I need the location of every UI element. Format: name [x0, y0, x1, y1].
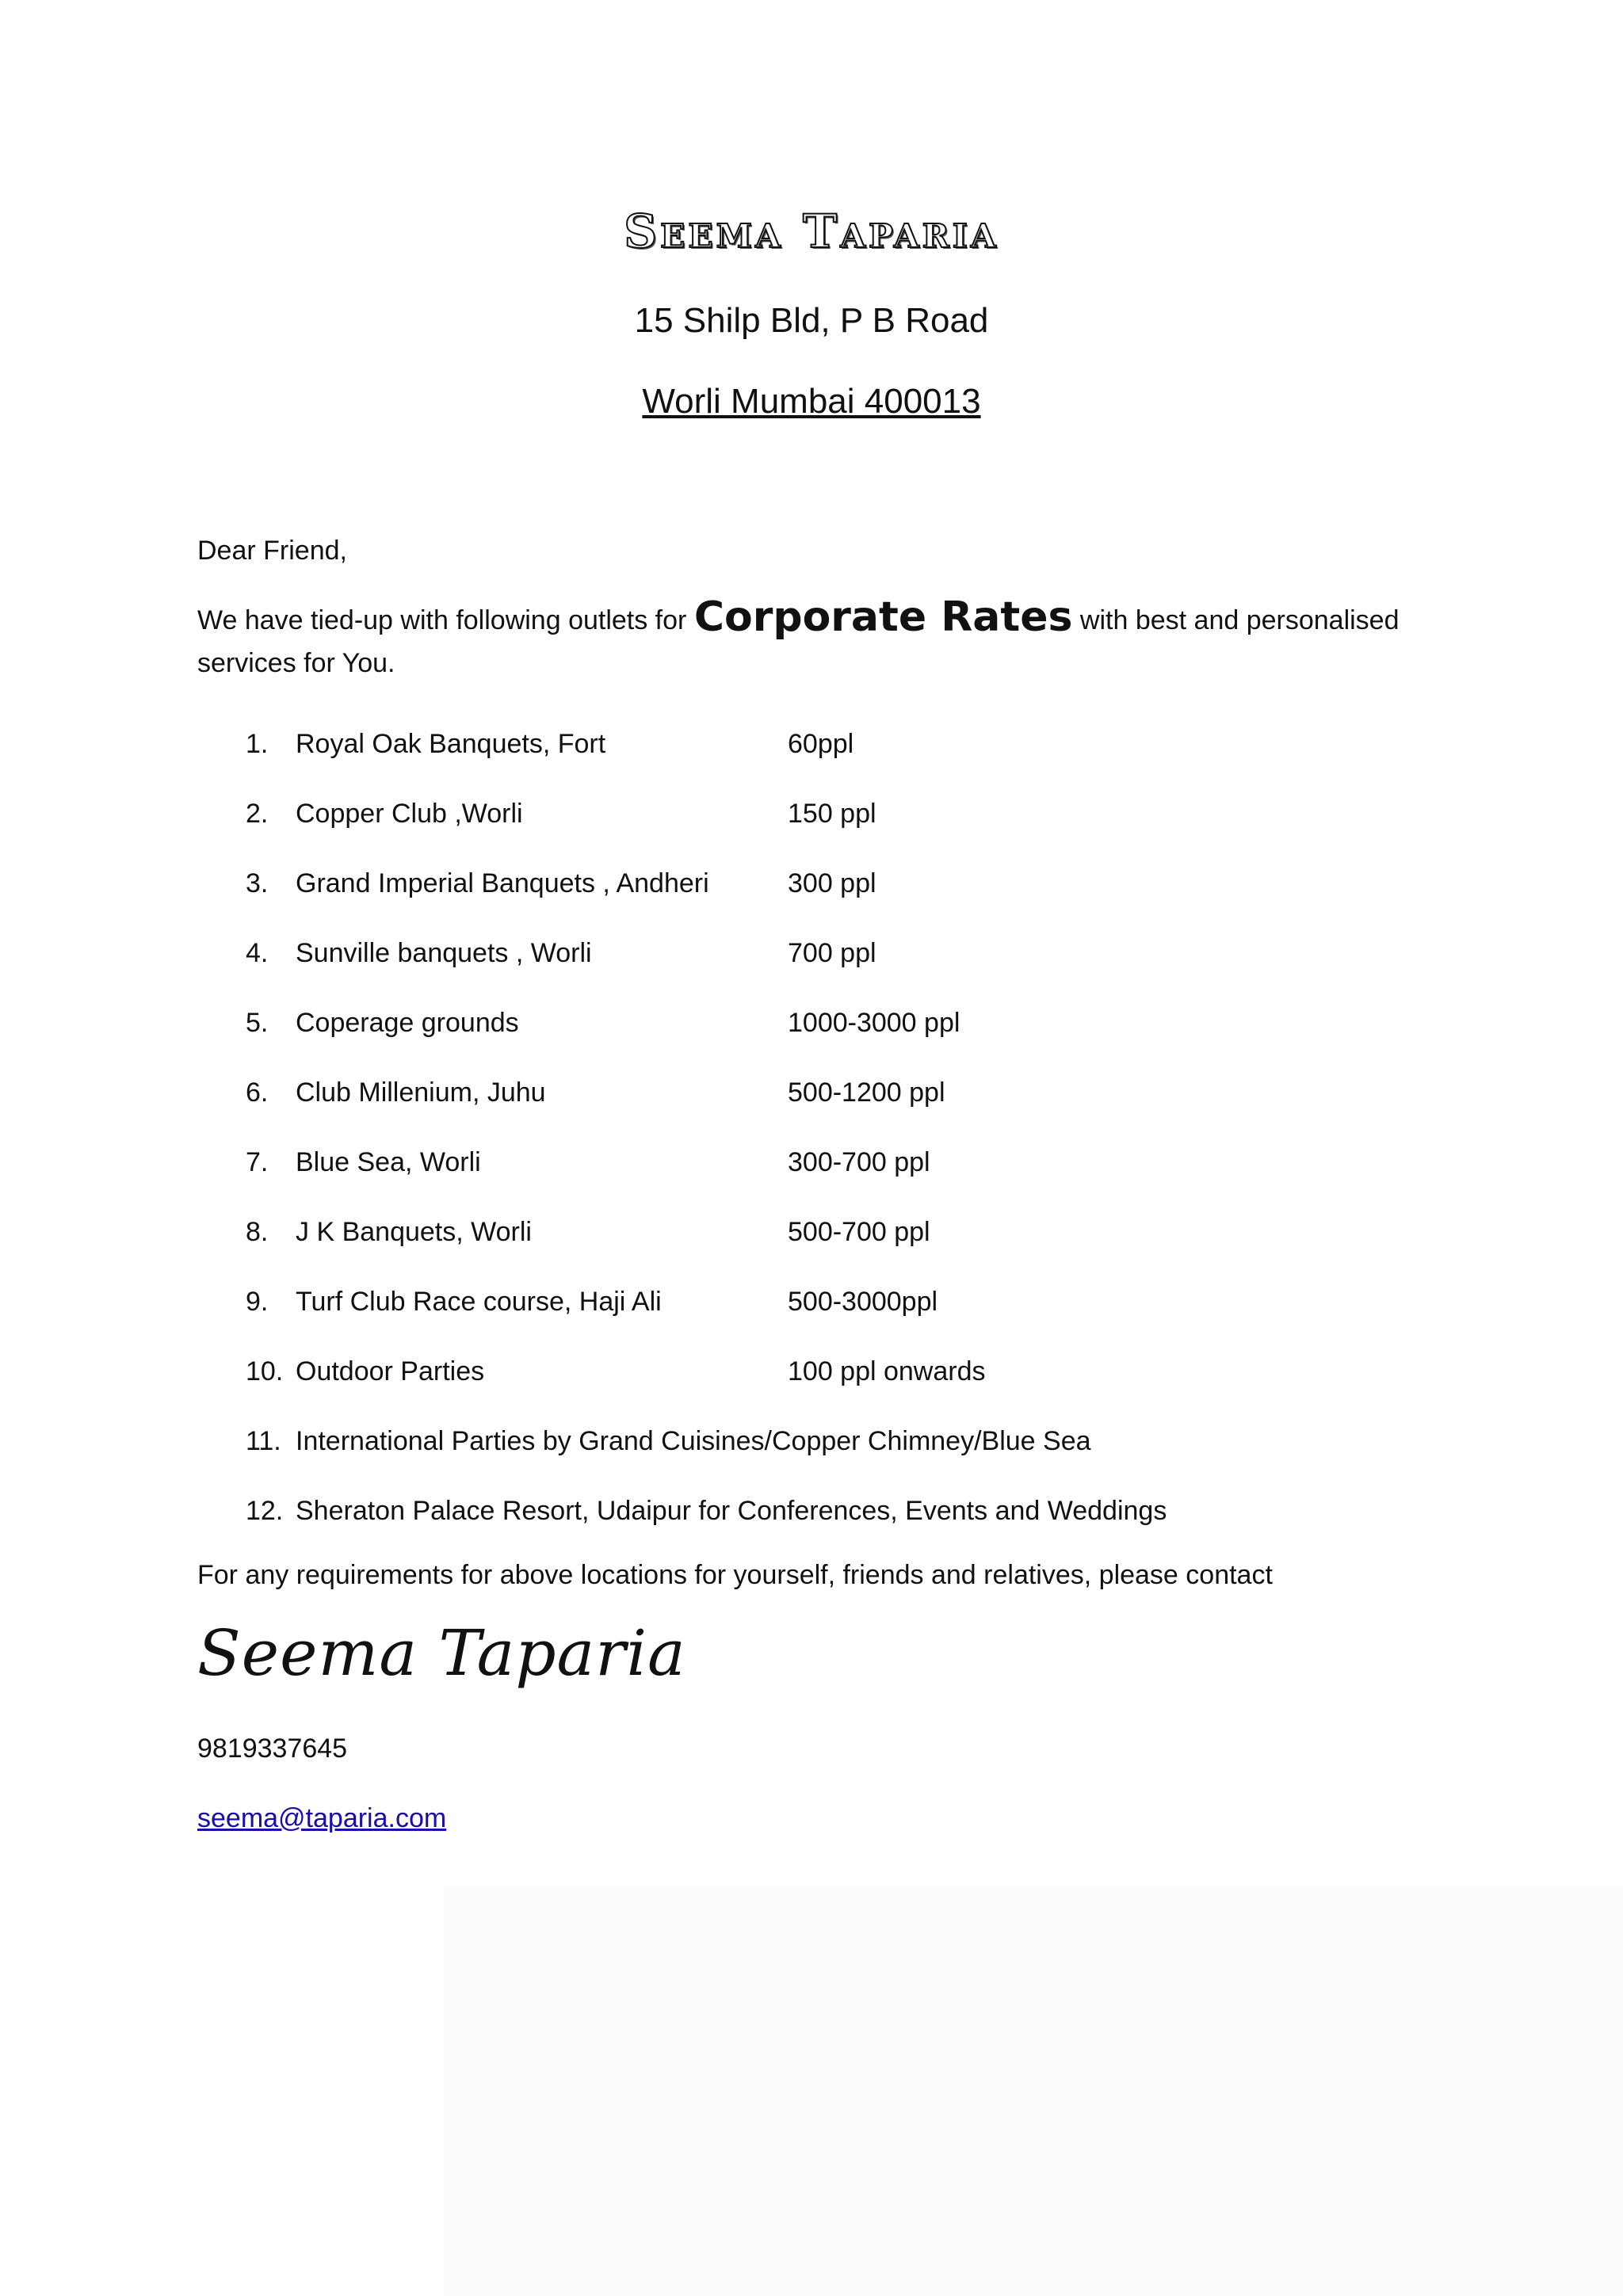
venue-name: Outdoor Parties: [296, 1356, 485, 1386]
venue-item: [0, 1280, 1426, 1323]
venue-item: [0, 792, 1426, 835]
venue-item: [0, 932, 1426, 974]
venue-number: 3.: [246, 868, 269, 898]
venue-item: [0, 1350, 1426, 1393]
email-link[interactable]: seema@taparia.com: [197, 1803, 447, 1833]
venue-name: Royal Oak Banquets, Fort: [296, 729, 606, 759]
venue-capacity: 500-700 ppl: [788, 1217, 930, 1247]
venue-item: [0, 1489, 1426, 1532]
phone-number: 9819337645: [197, 1733, 348, 1764]
venue-capacity: 150 ppl: [788, 799, 876, 829]
corporate-rates-emphasis: Corporate Rates: [693, 593, 1073, 641]
venue-name: Sunville banquets , Worli: [296, 938, 592, 968]
venue-number: 2.: [246, 799, 269, 829]
venue-capacity: 500-3000ppl: [788, 1287, 938, 1317]
venue-name: Copper Club ,Worli: [296, 799, 523, 829]
address-line-1: 15 Shilp Bld, P B Road: [634, 301, 989, 340]
venue-number: 12.: [246, 1496, 284, 1526]
venue-item: [0, 1211, 1426, 1253]
venue-item: [0, 1071, 1426, 1114]
venue-item: [0, 1001, 1426, 1044]
venue-capacity: 100 ppl onwards: [788, 1356, 986, 1386]
venue-item: [0, 862, 1426, 905]
venue-number: 9.: [246, 1287, 269, 1317]
venue-number: 11.: [246, 1426, 281, 1456]
address-line-2: Worli Mumbai 400013: [642, 382, 981, 421]
venue-capacity: 500-1200 ppl: [788, 1077, 945, 1108]
venue-name: Blue Sea, Worli: [296, 1147, 481, 1177]
venue-item: [0, 723, 1426, 765]
venue-number: 10.: [246, 1356, 284, 1386]
intro-text-before: We have tied-up with following outlets for: [197, 605, 694, 635]
venue-number: 8.: [246, 1217, 269, 1247]
venue-capacity: 300 ppl: [788, 868, 876, 898]
venue-number: 7.: [246, 1147, 269, 1177]
venue-item: [0, 1420, 1426, 1463]
salutation: Dear Friend,: [197, 536, 347, 566]
venue-number: 4.: [246, 938, 269, 968]
venue-name: Sheraton Palace Resort, Udaipur for Conferences, Events and Weddings: [296, 1496, 1167, 1526]
venue-capacity: 700 ppl: [788, 938, 876, 968]
venue-name: Grand Imperial Banquets , Andheri: [296, 868, 709, 898]
venue-item: [0, 1141, 1426, 1184]
closing-line: For any requirements for above locations for yourself, friends and relatives, please contact: [197, 1560, 1273, 1590]
venue-capacity: 1000-3000 ppl: [788, 1008, 960, 1038]
intro-paragraph: [197, 593, 1434, 685]
signature: Seema Taparia: [197, 1616, 686, 1690]
venue-number: 5.: [246, 1008, 269, 1038]
page-shade: [444, 1886, 1623, 2296]
venue-capacity: 60ppl: [788, 729, 854, 759]
venue-name: Turf Club Race course, Haji Ali: [296, 1287, 662, 1317]
letterhead-name: Seema Taparia: [624, 204, 999, 258]
intro-text-after: with best and personalised services for You.: [197, 605, 1400, 678]
venue-number: 1.: [246, 729, 269, 759]
venue-name: J K Banquets, Worli: [296, 1217, 532, 1247]
venue-capacity: 300-700 ppl: [788, 1147, 930, 1177]
venue-name: Coperage grounds: [296, 1008, 519, 1038]
venue-name: International Parties by Grand Cuisines/Copper Chimney/Blue Sea: [296, 1426, 1091, 1456]
venue-number: 6.: [246, 1077, 269, 1108]
venue-name: Club Millenium, Juhu: [296, 1077, 546, 1108]
